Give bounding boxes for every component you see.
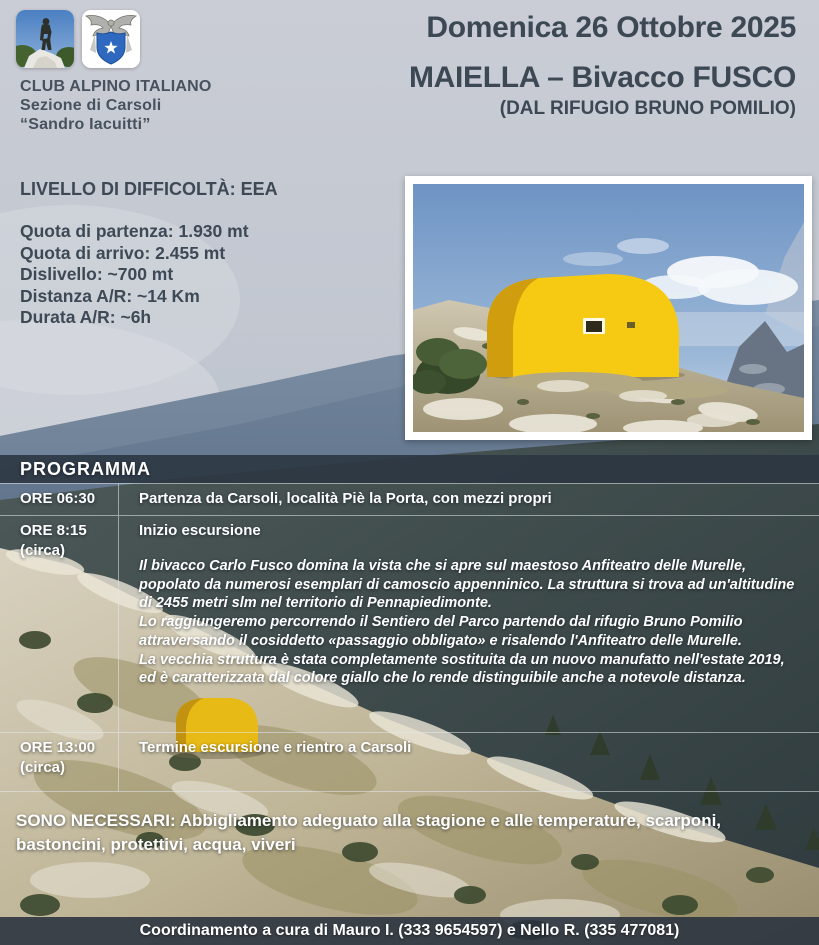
stat-distance: Distanza A/R: ~14 Km bbox=[20, 285, 200, 306]
detail-paragraph: Lo raggiungeremo percorrendo il Sentiero del Parco partendo dal rifugio Bruno Pomilio attraversando il cosiddetto «passaggio obbligato» e risalendo l'Anfiteatro delle Murelle. bbox=[139, 614, 743, 649]
time-value: ORE 13:00 bbox=[20, 739, 96, 756]
bivouac-photo bbox=[405, 176, 812, 440]
cai-eagle-icon bbox=[82, 10, 140, 68]
header-logos bbox=[16, 10, 140, 68]
stat-start-altitude: Quota di partenza: 1.930 mt bbox=[20, 221, 249, 241]
footer-bar bbox=[0, 917, 819, 945]
program-title: PROGRAMMA bbox=[20, 458, 151, 479]
program-time bbox=[0, 733, 118, 791]
event-subtitle: (DAL RIFUGIO BRUNO POMILIO) bbox=[499, 98, 796, 119]
club-identity bbox=[20, 77, 212, 134]
time-note: (circa) bbox=[20, 542, 66, 559]
program-time bbox=[0, 484, 118, 515]
equipment-requirements: SONO NECESSARI: Abbigliamento adeguato alla stagione e alle temperature, scarponi, bastoncini, protettivi, acqua, viveri bbox=[16, 811, 722, 854]
detail-paragraph: La vecchia struttura è stata completamente sostituita da un nuovo manufatto nell'estate 2019, ed è caratterizzata dal colore giallo che lo rende distinguibile anche a notevole distanza. bbox=[139, 651, 785, 687]
club-name: CLUB ALPINO ITALIANO bbox=[20, 78, 212, 95]
event-date: Domenica 26 Ottobre 2025 bbox=[426, 11, 796, 44]
stat-duration: Durata A/R: ~6h bbox=[20, 307, 152, 327]
program-description bbox=[118, 733, 819, 791]
program-row-departure bbox=[0, 483, 819, 515]
program-row-hike-start bbox=[0, 515, 819, 732]
program-description bbox=[118, 484, 819, 515]
program-time bbox=[0, 516, 118, 732]
info-section bbox=[20, 179, 278, 329]
program-details bbox=[139, 557, 805, 688]
program-text: Partenza da Carsoli, località Piè la Porta, con mezzi propri bbox=[139, 490, 552, 507]
detail-paragraph: Il bivacco Carlo Fusco domina la vista che si apre sul maestoso Anfiteatro delle Murelle, popolato da numerosi esemplari di camoscio appenninico. La struttura si trova ad un'altitudine di 2455 metri slm nel territorio di Pennapiedimonte. bbox=[139, 558, 795, 612]
difficulty-level: LIVELLO DI DIFFICOLTÀ: EEA bbox=[20, 179, 278, 199]
club-statue-photo-logo bbox=[16, 10, 74, 68]
program-text: Termine escursione e rientro a Carsoli bbox=[139, 739, 412, 756]
coordination-contacts: Coordinamento a cura di Mauro I. (333 9654597) e Nello R. (335 477081) bbox=[139, 922, 680, 939]
stat-arrival-altitude: Quota di arrivo: 2.455 mt bbox=[20, 242, 226, 263]
bivouac-hut bbox=[487, 274, 685, 382]
time-value: ORE 8:15 bbox=[20, 522, 87, 539]
time-value: ORE 06:30 bbox=[20, 490, 96, 507]
program-header bbox=[0, 455, 819, 483]
event-title: MAIELLA – Bivacco FUSCO bbox=[408, 61, 796, 94]
bivouac-photo-image bbox=[413, 184, 804, 432]
club-section: Sezione di Carsoli bbox=[20, 97, 162, 114]
stat-elevation-gain: Dislivello: ~700 mt bbox=[20, 264, 174, 284]
program-row-return bbox=[0, 732, 819, 791]
cai-eagle-logo bbox=[82, 10, 140, 68]
time-note: (circa) bbox=[20, 759, 66, 776]
hike-stats bbox=[20, 221, 278, 329]
club-nickname: “Sandro Iacuitti” bbox=[20, 116, 151, 133]
program-description bbox=[118, 516, 819, 732]
program-text: Inizio escursione bbox=[139, 522, 261, 539]
program-section bbox=[0, 455, 819, 792]
program-rows bbox=[0, 483, 819, 792]
title-block bbox=[409, 11, 796, 120]
statue-photo-icon bbox=[16, 10, 74, 68]
